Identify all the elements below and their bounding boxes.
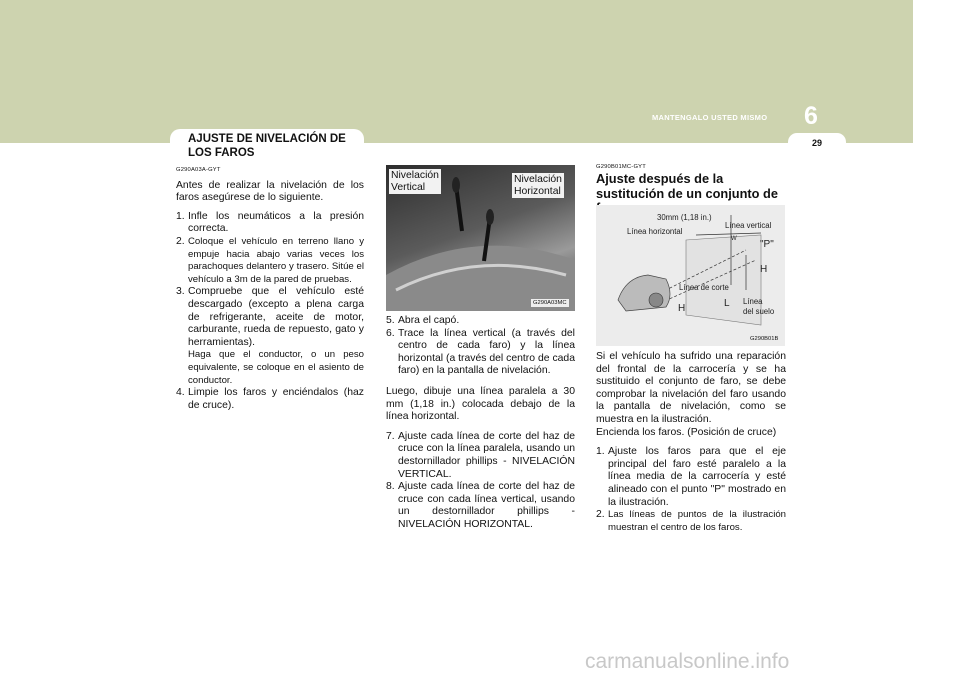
label-ground-line-2: del suelo — [743, 307, 775, 316]
section-title — [170, 129, 364, 159]
right-column — [596, 351, 786, 534]
section-title-line2: LOS FAROS — [188, 147, 255, 159]
section-title-line1: AJUSTE DE NIVELACIÓN DE — [188, 133, 346, 145]
page-number: 29 — [811, 138, 822, 148]
label-vertical-line: Línea vertical — [725, 221, 772, 230]
label-h-lower: H — [678, 303, 686, 314]
label-w: W — [731, 236, 737, 242]
subsection-code: G290B01MC-GYT — [596, 164, 646, 170]
list-item: 8. Ajuste cada línea de corte del haz de cruce con cada línea vertical, usando un destornillador phillips - NIVELACIÓN HORIZONTAL. — [386, 481, 575, 530]
label-point-p: "P" — [760, 239, 774, 250]
list-item: 2. Coloque el vehículo en terreno llano y empuje hacia abajo varias veces los parachoques delantero y trasero. Sitúe el vehículo a 3m de la pared de pruebas. — [176, 235, 364, 285]
list-item: 1. Infle los neumáticos a la presión correcta. — [176, 210, 364, 235]
middle-column — [386, 315, 575, 532]
watermark: carmanualsonline.info — [585, 650, 790, 673]
photo-label-vertical: Nivelación Vertical — [391, 170, 439, 193]
diagram-code: G290B01B — [750, 336, 779, 342]
list-item: 7. Ajuste cada línea de corte del haz de cruce con la línea paralela, usando un destornillador phillips - NIVELACIÓN VERTICAL. — [386, 430, 575, 480]
aiming-diagram — [596, 205, 785, 346]
right-paragraph-2: Encienda los faros. (Posición de cruce) — [596, 426, 777, 438]
label-horizontal-line: Línea horizontal — [627, 227, 683, 236]
photo-label-horizontal: Nivelación Horizontal — [514, 174, 562, 197]
header-band — [0, 0, 913, 143]
list-item: 4. Limpie los faros y enciéndalos (haz de cruce). — [176, 387, 364, 411]
list-item: 1. Ajuste los faros para que el eje principal del faro esté paralelo a la línea media de la carrocería y esté alineado con el punto "P" mostrado en la ilustración. — [596, 446, 786, 508]
label-h-upper: H — [760, 264, 768, 275]
section-code: G290A03A-GYT — [176, 167, 221, 173]
photo-code: G290A03MC — [533, 300, 567, 306]
label-l: L — [724, 298, 730, 309]
chapter-number: 6 — [804, 102, 818, 130]
list-item: 6. Trace la línea vertical (a través del centro de cada faro) y la línea horizontal (a través del centro de cada faro) en la pantalla de nivelación. — [386, 327, 575, 377]
right-paragraph: Si el vehículo ha sufrido una reparación del frontal de la carrocería y se ha sustituido el conjunto de faro, se debe comprobar la nivelación del faro usando la pantalla de nivelación, como se muestra en la ilustración. — [596, 351, 786, 425]
list-item: 5. Abra el capó. — [386, 315, 460, 326]
label-ground-line-1: Línea — [743, 297, 763, 306]
left-column — [176, 164, 364, 412]
middle-paragraph: Luego, dibuje una línea paralela a 30 mm (1,18 in.) colocada debajo de la línea horizontal. — [386, 385, 575, 423]
label-30mm: 30mm (1,18 in.) — [657, 213, 712, 222]
list-item: 3. Compruebe que el vehículo esté descargado (excepto a plena carga de refrigerante, aceite de motor, carburante, rueda de repuesto, gato y herramientas). Haga que el conductor, o un peso equivalente, se coloque en el asiento de conductor. — [176, 286, 364, 386]
subsection-title: Ajuste después de la sustitución de un conjunto de — [596, 171, 778, 201]
label-cutoff-line: Línea de corte — [679, 283, 729, 292]
list-item: 2. Las líneas de puntos de la ilustración muestran el centro de los faros. — [596, 509, 786, 533]
chapter-title: MANTENGALO USTED MISMO — [652, 113, 768, 122]
intro-paragraph: Antes de realizar la nivelación de los faros asegúrese de lo siguiente. — [176, 179, 364, 204]
